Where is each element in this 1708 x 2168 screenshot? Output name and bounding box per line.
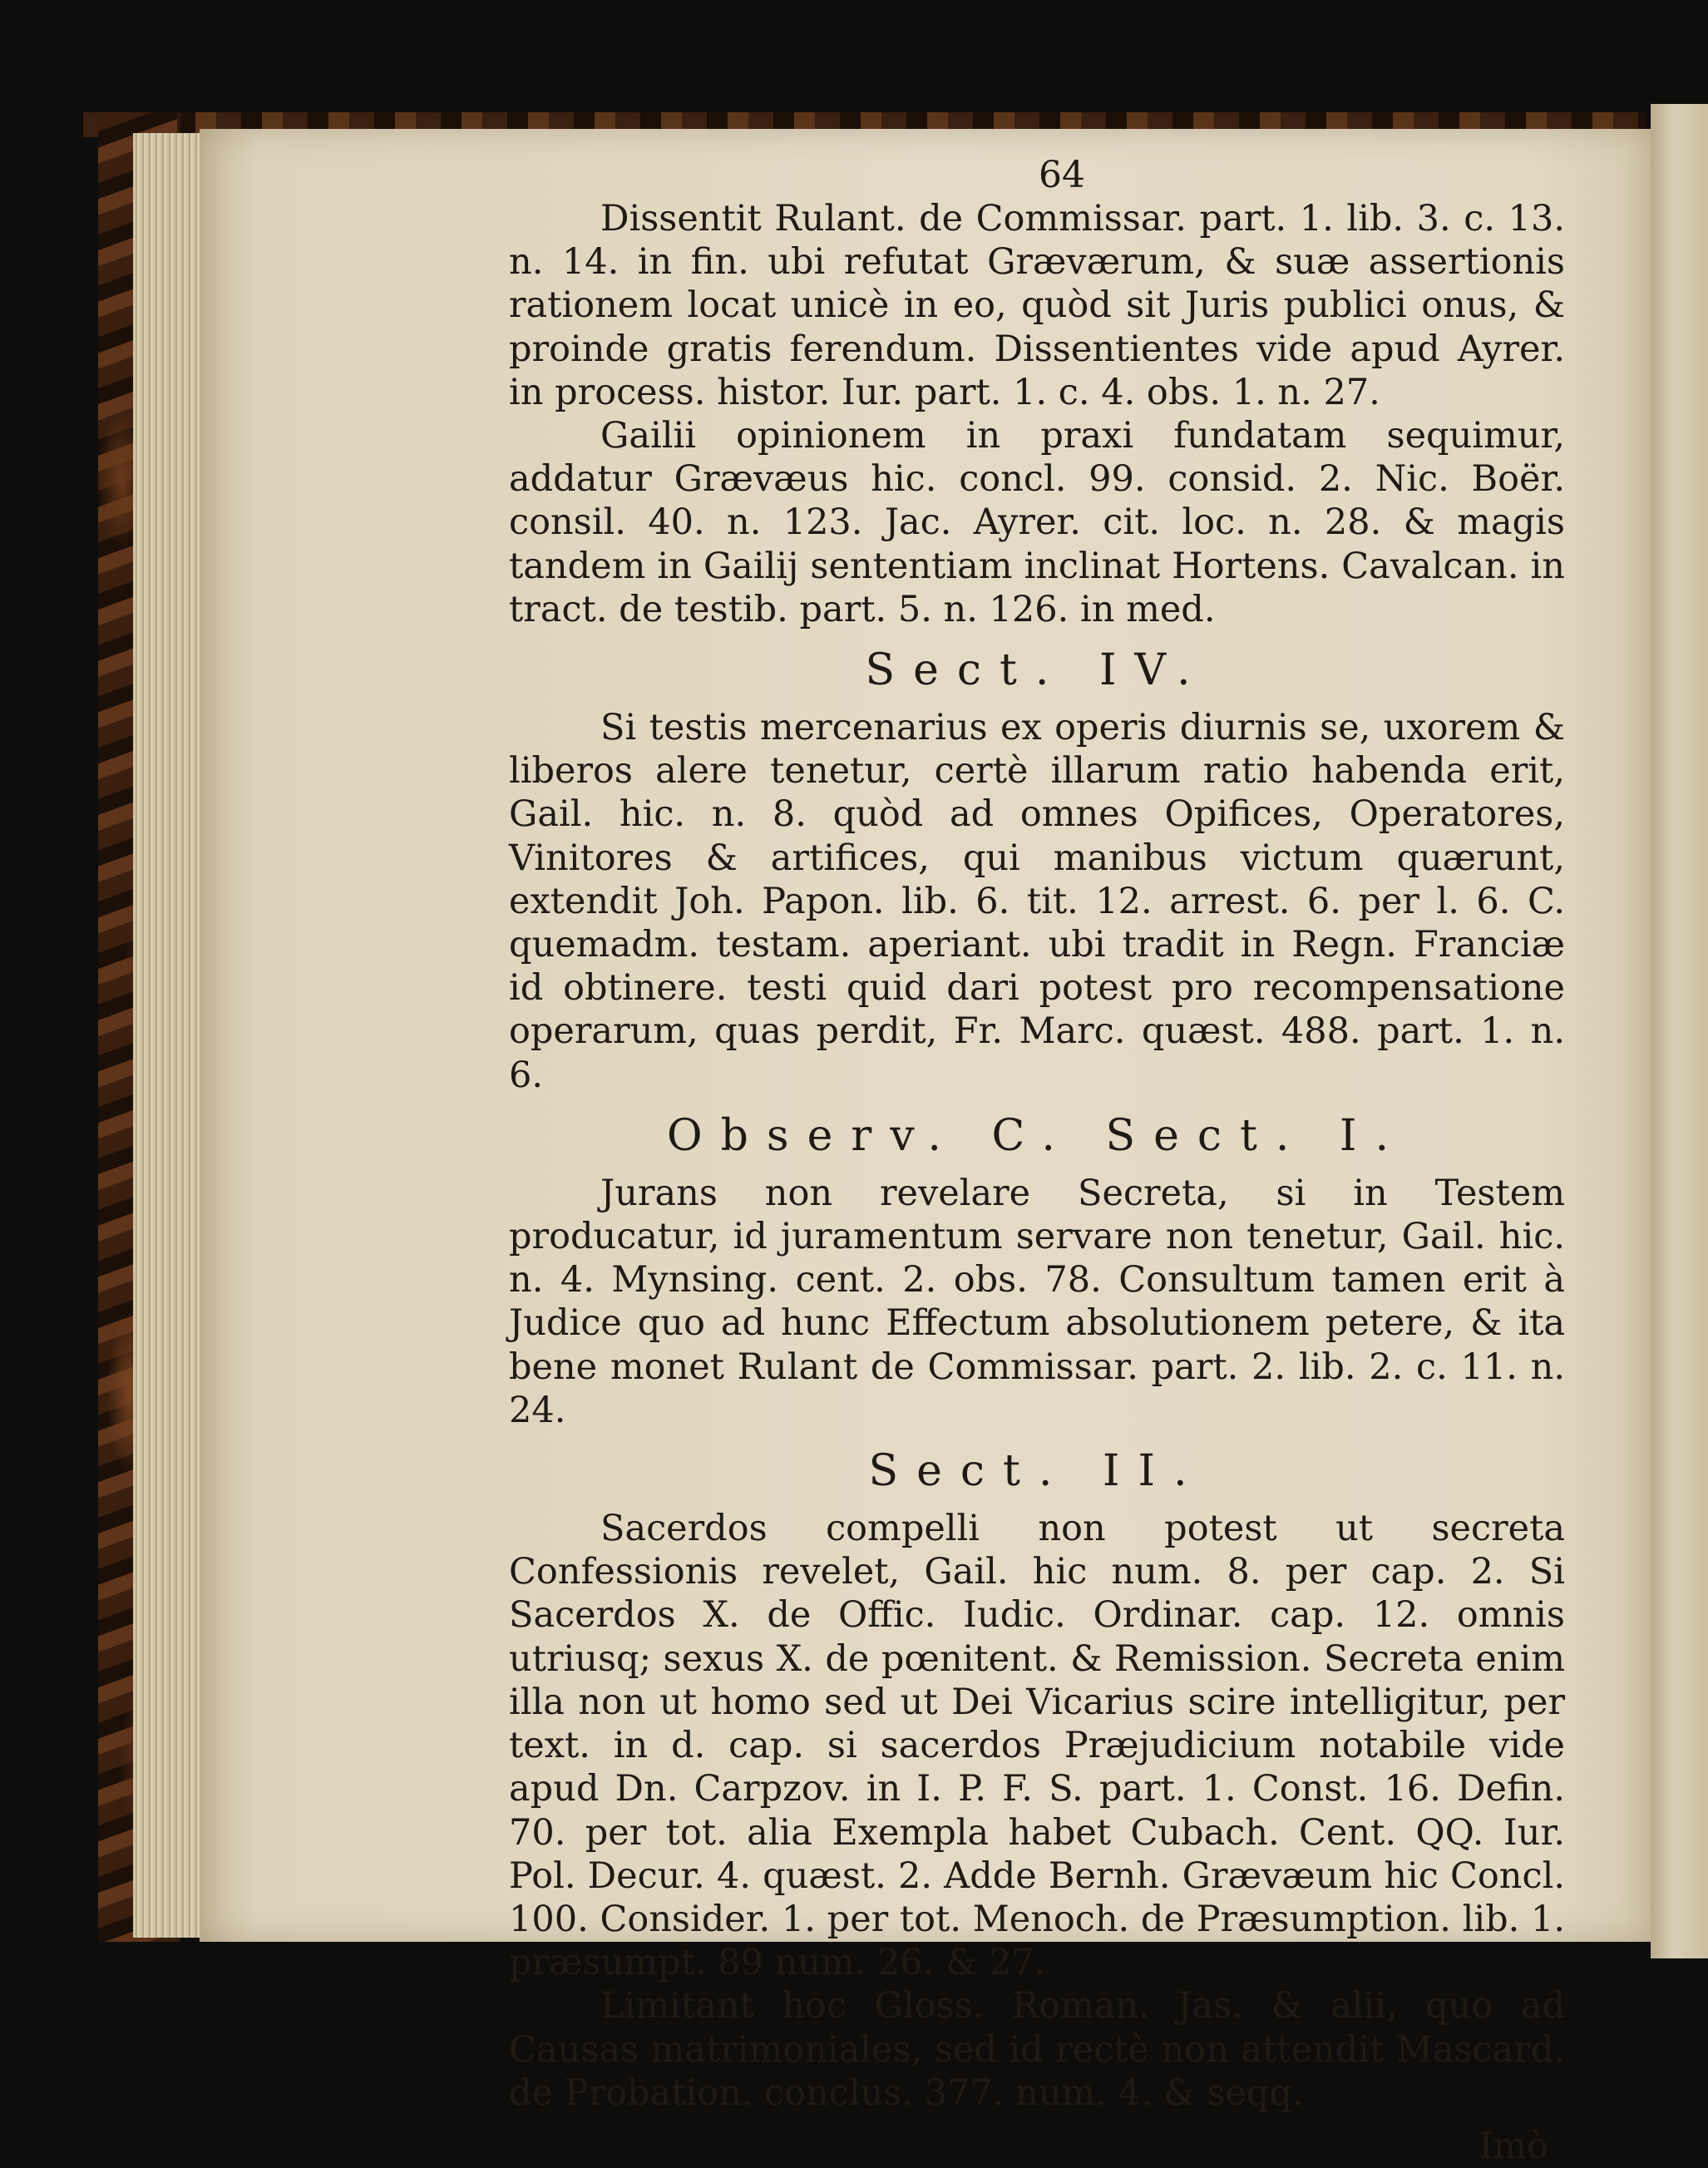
paragraph: Limitant hoc Gloss. Roman. Jas. & alii, quo ad Causas matrimoniales, sed id rectè non attendit Mascard. de Probation. conclus. 377. num. 4. & seqq. [509,1985,1565,2114]
paragraph: Si testis mercenarius ex operis diurnis se, uxorem & liberos alere tenetur, certè illarum ratio habenda erit, Gail. hic. n. 8. quòd ad omnes Opifices, Operatores, Vinitores & artifices, qui manibus victum quærunt, extendit Joh. Papon. lib. 6. tit. 12. arrest. 6. per l. 6. C. quemadm. testam. aperiant. ubi tradit in Regn. Franciæ id obtinere. testi quid dari potest pro recompensatione operarum, quas perdit, Fr. Marc. quæst. 488. part. 1. n. 6. [509,707,1565,1096]
paragraph: Sacerdos compelli non potest ut secreta Confessionis revelet, Gail. hic num. 8. per cap. 2. Si Sacerdos X. de Offic. Iudic. Ordinar. cap. 12. omnis utriusq; sexus X. de pœnitent. & Remission. Secreta enim illa non ut homo sed ut Dei Vicarius scire intelligitur, per text. in d. cap. si sacerdos Præjudicium notabile vide apud Dn. Carpzov. in I. P. F. S. part. 1. Const. 16. Defin. 70. per tot. alia Exempla habet Cubach. Cent. QQ. Iur. Pol. Decur. 4. quæst. 2. Adde Bernh. Grævæum hic Concl. 100. Consider. 1. per tot. Menoch. de Præsumption. lib. 1. præsumpt. 89 num. 26. & 27. [509,1508,1565,1984]
section-heading: Observ. C. Sect. I. [666,1110,1408,1161]
page-edges [133,133,208,1938]
catchword: Imò [1478,2125,1548,2167]
text-blocks [509,197,1565,2168]
paragraph: Gailii opinionem in praxi fundatam sequimur, addatur Grævæus hic. concl. 99. consid. 2. Nic. Boër. consil. 40. n. 123. Jac. Ayrer. cit. loc. n. 28. & magis tandem in Gailij sententiam inclinat Hortens. Cavalcan. in tract. de testib. part. 5. n. 126. in med. [509,415,1565,630]
page-text [509,154,1565,2168]
facing-page-edge [1651,104,1708,1958]
section-heading: Sect. IV. [865,645,1209,696]
paragraph: Dissentit Rulant. de Commissar. part. 1. lib. 3. c. 13. n. 14. in fin. ubi refutat Græværum, & suæ assertionis rationem locat unicè in eo, quòd sit Juris publici onus, & proinde gratis ferendum. Dissentientes vide apud Ayrer. in process. histor. Iur. part. 1. c. 4. obs. 1. n. 27. [509,198,1565,413]
page-number: 64 [1039,154,1085,196]
section-heading: Sect. II. [868,1446,1206,1497]
paragraph: Jurans non revelare Secreta, si in Testem producatur, id juramentum servare non tenetur, Gail. hic. n. 4. Mynsing. cent. 2. obs. 78. Consultum tamen erit à Judice quo ad hunc Effectum absolutionem petere, & ita bene monet Rulant de Commissar. part. 2. lib. 2. c. 11. n. 24. [509,1172,1565,1431]
